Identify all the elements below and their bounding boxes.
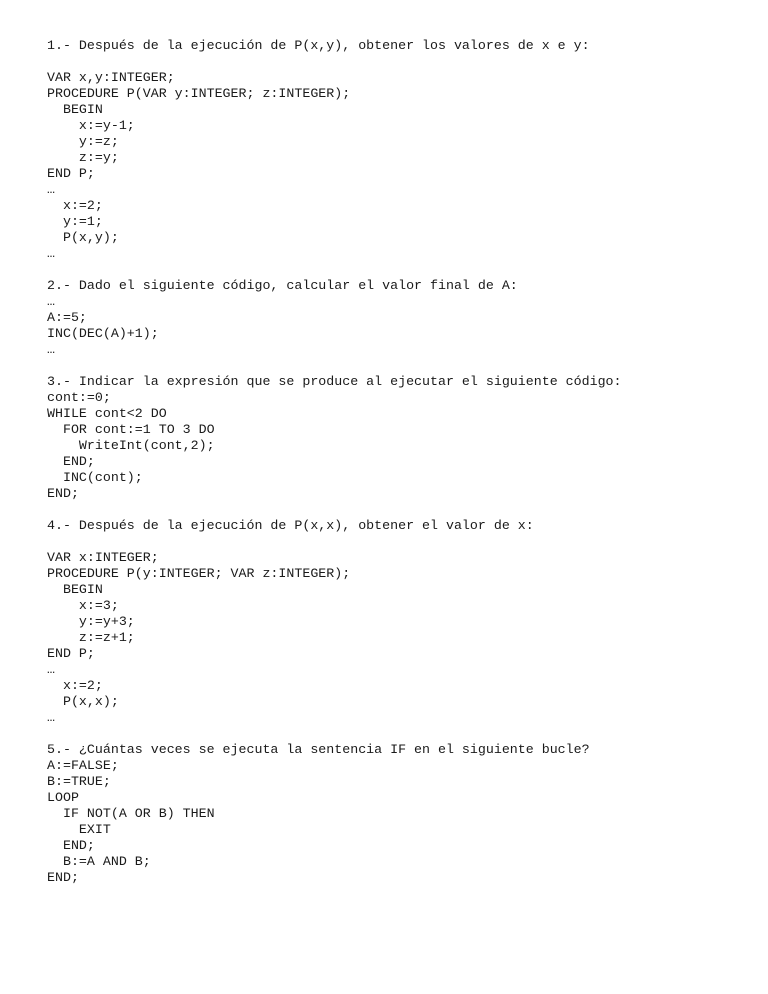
code-line: P(x,x);	[47, 694, 119, 709]
code-line: A:=5;	[47, 310, 87, 325]
code-line: END;	[47, 838, 95, 853]
code-line: VAR x:INTEGER;	[47, 550, 159, 565]
code-line: cont:=0;	[47, 390, 111, 405]
code-line: x:=2;	[47, 198, 103, 213]
code-line: …	[47, 662, 55, 677]
question-2	[47, 278, 747, 358]
code-line: B:=TRUE;	[47, 774, 111, 789]
code-line: y:=1;	[47, 214, 103, 229]
code-line: EXIT	[47, 822, 111, 837]
code-line: x:=2;	[47, 678, 103, 693]
code-line: x:=y-1;	[47, 118, 135, 133]
code-line: END P;	[47, 646, 95, 661]
section-gap	[47, 358, 747, 374]
section-gap	[47, 726, 747, 742]
code-line: y:=y+3;	[47, 614, 135, 629]
blank-line	[47, 534, 747, 550]
blank-line	[47, 54, 747, 70]
question-3-code	[47, 390, 747, 502]
code-line: END;	[47, 870, 79, 885]
code-line: y:=z;	[47, 134, 119, 149]
exercise-document	[47, 38, 747, 886]
code-line: WriteInt(cont,2);	[47, 438, 215, 453]
question-5-title: 5.- ¿Cuántas veces se ejecuta la sentencia IF en el siguiente bucle?	[47, 742, 590, 757]
code-line: …	[47, 294, 55, 309]
code-line: BEGIN	[47, 582, 103, 597]
question-2-code	[47, 294, 747, 358]
code-line: …	[47, 246, 55, 261]
code-line: A:=FALSE;	[47, 758, 119, 773]
code-line: …	[47, 710, 55, 725]
code-line: END P;	[47, 166, 95, 181]
section-gap	[47, 262, 747, 278]
code-line: …	[47, 342, 55, 357]
code-line: B:=A AND B;	[47, 854, 151, 869]
code-line: WHILE cont<2 DO	[47, 406, 167, 421]
code-line: INC(cont);	[47, 470, 143, 485]
question-1-title: 1.- Después de la ejecución de P(x,y), obtener los valores de x e y:	[47, 38, 590, 53]
question-4-title: 4.- Después de la ejecución de P(x,x), obtener el valor de x:	[47, 518, 534, 533]
code-line: PROCEDURE P(VAR y:INTEGER; z:INTEGER);	[47, 86, 351, 101]
question-1-code	[47, 70, 747, 262]
question-5-code	[47, 758, 747, 886]
code-line: IF NOT(A OR B) THEN	[47, 806, 215, 821]
question-4	[47, 518, 747, 726]
code-line: z:=z+1;	[47, 630, 135, 645]
code-line: …	[47, 182, 55, 197]
question-3-title: 3.- Indicar la expresión que se produce al ejecutar el siguiente código:	[47, 374, 622, 389]
question-3	[47, 374, 747, 502]
code-line: BEGIN	[47, 102, 103, 117]
question-5	[47, 742, 747, 886]
section-gap	[47, 502, 747, 518]
code-line: END;	[47, 454, 95, 469]
code-line: x:=3;	[47, 598, 119, 613]
code-line: FOR cont:=1 TO 3 DO	[47, 422, 215, 437]
code-line: P(x,y);	[47, 230, 119, 245]
code-line: PROCEDURE P(y:INTEGER; VAR z:INTEGER);	[47, 566, 351, 581]
code-line: END;	[47, 486, 79, 501]
code-line: VAR x,y:INTEGER;	[47, 70, 175, 85]
code-line: LOOP	[47, 790, 79, 805]
question-4-code	[47, 550, 747, 726]
code-line: z:=y;	[47, 150, 119, 165]
question-2-title: 2.- Dado el siguiente código, calcular el valor final de A:	[47, 278, 518, 293]
question-1	[47, 38, 747, 262]
code-line: INC(DEC(A)+1);	[47, 326, 159, 341]
